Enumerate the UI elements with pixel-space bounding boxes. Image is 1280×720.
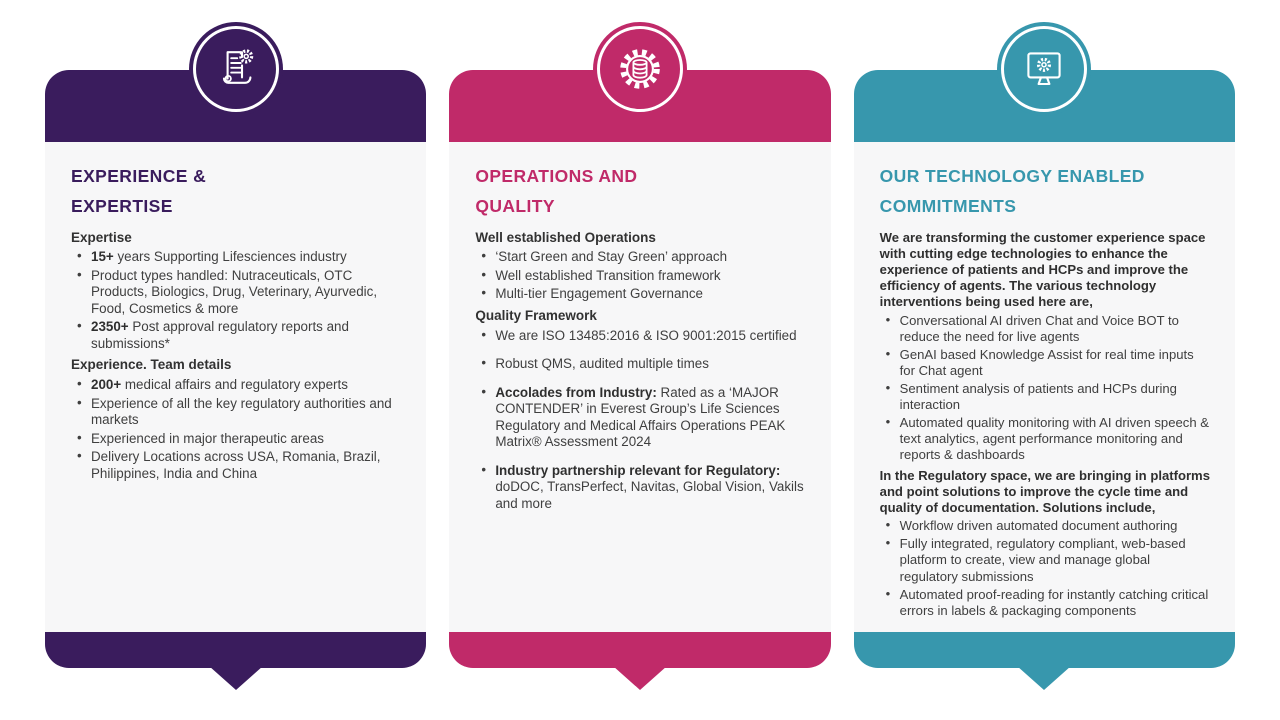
bullet-item-text: Post approval regulatory reports and submissions*	[91, 319, 349, 351]
bullet-item	[71, 249, 402, 265]
card-body	[449, 142, 830, 632]
bullet-item	[475, 328, 806, 344]
bullet-list	[880, 518, 1211, 619]
bullet-item	[475, 356, 806, 372]
bullet-item	[475, 249, 806, 265]
bullet-item	[71, 396, 402, 429]
card-footer-band	[854, 632, 1235, 668]
bullet-item-text: Experienced in major therapeutic areas	[91, 430, 324, 446]
bullet-list	[71, 377, 402, 482]
card-title-line: EXPERIENCE &	[71, 166, 207, 186]
bullet-item-text: ‘Start Green and Stay Green’ approach	[495, 249, 728, 265]
card-body	[45, 142, 426, 632]
card-title-line: COMMITMENTS	[879, 195, 1017, 216]
bullet-item-text: GenAI based Knowledge Assist for real time inputs for Chat agent	[899, 346, 1194, 378]
document-gear-icon	[193, 26, 279, 112]
bullet-item-text: Experience of all the key regulatory authorities and markets	[91, 395, 392, 428]
bullet-item-text: Automated proof-reading for instantly catching critical errors in labels & packaging components	[899, 586, 1209, 618]
card-technology-commitments	[854, 70, 1235, 668]
bullet-item	[71, 449, 402, 482]
section-heading: Well established Operations	[475, 229, 656, 245]
bullet-item-bold-lead: Industry partnership relevant for Regulatory:	[495, 462, 781, 478]
bullet-item-text: Conversational AI driven Chat and Voice BOT to reduce the need for live agents	[899, 312, 1179, 344]
bullet-item-bold-lead: 15+	[91, 249, 114, 265]
bullet-item	[71, 268, 402, 317]
bullet-item	[880, 415, 1211, 463]
card-footer-band	[45, 632, 426, 668]
card-experience-expertise	[45, 70, 426, 668]
bullet-item-text: Sentiment analysis of patients and HCPs during interaction	[899, 381, 1177, 413]
card-title-line: QUALITY	[475, 195, 555, 216]
bullet-item-bold-lead: Accolades from Industry:	[495, 384, 657, 400]
bullet-item-text: Robust QMS, audited multiple times	[495, 356, 709, 372]
section-heading: Quality Framework	[475, 307, 597, 323]
bullet-list	[880, 313, 1211, 464]
card-body	[854, 142, 1235, 632]
section-heading: Experience. Team details	[71, 357, 232, 373]
bullet-item	[880, 536, 1211, 584]
card-operations-quality	[449, 70, 830, 668]
bullet-item	[880, 313, 1211, 345]
monitor-gear-icon	[1001, 26, 1087, 112]
card-title-line: OUR TECHNOLOGY ENABLED	[879, 166, 1145, 186]
bullet-item	[880, 347, 1211, 379]
bullet-item-text: Well established Transition framework	[495, 267, 721, 283]
bullet-item-text: medical affairs and regulatory experts	[121, 377, 348, 393]
bullet-item	[475, 385, 806, 451]
gear-database-icon	[597, 26, 683, 112]
bullet-item-text: Workflow driven automated document authoring	[899, 518, 1178, 534]
card-pointer-tail	[209, 666, 263, 690]
card-title-line: OPERATIONS AND	[475, 166, 638, 186]
bullet-item-text: years Supporting Lifesciences industry	[113, 249, 347, 265]
bullet-list	[475, 249, 806, 302]
bullet-item-text: Product types handled: Nutraceuticals, OTC Products, Biologics, Drug, Veterinary, Ayurvedic, Food, Cosmetics & more	[91, 267, 378, 316]
card-footer-band	[449, 632, 830, 668]
paragraph: In the Regulatory space, we are bringing in platforms and point solutions to improve the cycle time and quality of documentation. Solutions include,	[879, 467, 1210, 515]
bullet-item	[475, 286, 806, 302]
section-heading: Expertise	[71, 229, 132, 245]
bullet-item-bold-lead: 200+	[91, 377, 122, 393]
card-title	[475, 162, 806, 222]
card-pointer-tail	[613, 666, 667, 690]
bullet-item-text: doDOC, TransPerfect, Navitas, Global Vision, Vakils and more	[495, 479, 804, 511]
bullet-item	[71, 377, 402, 393]
card-title-line: EXPERTISE	[71, 195, 173, 216]
bullet-item	[880, 518, 1211, 534]
bullet-item-text: Automated quality monitoring with AI driven speech & text analytics, agent performance monitoring and reports & dashboards	[899, 415, 1209, 463]
bullet-item-text: Fully integrated, regulatory compliant, web-based platform to create, view and manage global regulatory submissions	[899, 536, 1186, 584]
bullet-item-bold-lead: 2350+	[91, 319, 129, 335]
bullet-item-text: Rated as a ‘MAJOR CONTENDER’ in Everest Group’s Life Sciences Regulatory and Medical Affairs Operations PEAK Matrix® Assessment 2024	[495, 384, 786, 450]
bullet-list	[71, 249, 402, 352]
bullet-item	[475, 463, 806, 512]
bullet-item	[880, 587, 1211, 619]
card-pointer-tail	[1017, 666, 1071, 690]
bullet-list	[475, 328, 806, 512]
card-title	[71, 162, 402, 222]
bullet-item	[71, 431, 402, 447]
bullet-item	[71, 319, 402, 352]
bullet-item-text: Delivery Locations across USA, Romania, Brazil, Philippines, India and China	[91, 449, 381, 481]
bullet-item	[880, 381, 1211, 413]
bullet-item-text: Multi-tier Engagement Governance	[495, 286, 703, 302]
bullet-item-text: We are ISO 13485:2016 & ISO 9001:2015 certified	[495, 327, 797, 343]
paragraph: We are transforming the customer experience space with cutting edge technologies to enhance the experience of patients and HCPs and improve the efficiency of agents. The various technology interventions being used here are,	[879, 229, 1206, 310]
card-title	[880, 162, 1211, 222]
bullet-item	[475, 268, 806, 284]
